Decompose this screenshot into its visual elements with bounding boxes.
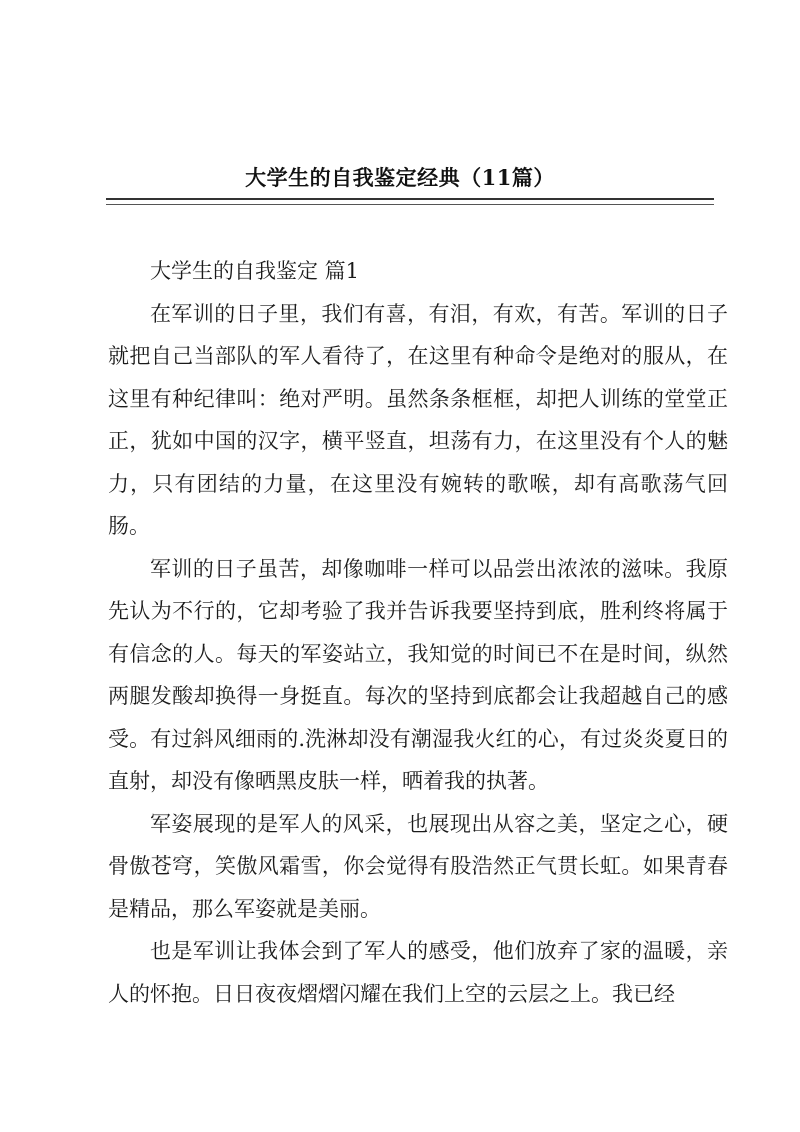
paragraph-2: 军训的日子虽苦，却像咖啡一样可以品尝出浓浓的滋味。我原先认为不行的，它却考验了我并告诉我要坚持到底，胜利终将属于有信念的人。每天的军姿站立，我知觉的时间已不在是时间，纵然两腿发酸却换得一身挺直。每次的坚持到底都会让我超越自己的感受。有过斜风细雨的.洗淋却没有潮湿我火红的心，有过炎炎夏日的直射，却没有像晒黑皮肤一样，晒着我的执著。 <box>108 556 728 793</box>
paragraph-1: 在军训的日子里，我们有喜，有泪，有欢，有苦。军训的日子就把自己当部队的军人看待了，在这里有种命令是绝对的服从，在这里有种纪律叫：绝对严明。虽然条条框框，却把人训练的堂堂正正，犹如中国的汉字，横平竖直，坦荡有力，在这里没有个人的魅力，只有团结的力量，在这里没有婉转的歌喉，却有高歌荡气回肠。 <box>108 301 728 538</box>
document-body <box>108 250 728 1015</box>
title-rule-thick <box>106 198 714 200</box>
document-title: 大学生的自我鉴定经典（11篇） <box>245 165 555 190</box>
paragraph-3: 军姿展现的是军人的风采，也展现出从容之美，坚定之心，硬骨傲苍穹，笑傲风霜雪，你会觉得有股浩然正气贯长虹。如果青春是精品，那么军姿就是美丽。 <box>108 811 728 921</box>
title-rule-thin <box>106 204 714 205</box>
paragraph-4: 也是军训让我体会到了军人的感受，他们放弃了家的温暖，亲人的怀抱。日日夜夜熠熠闪耀在我们上空的云层之上。我已经 <box>108 939 728 1006</box>
section-heading: 大学生的自我鉴定 篇1 <box>150 259 360 283</box>
